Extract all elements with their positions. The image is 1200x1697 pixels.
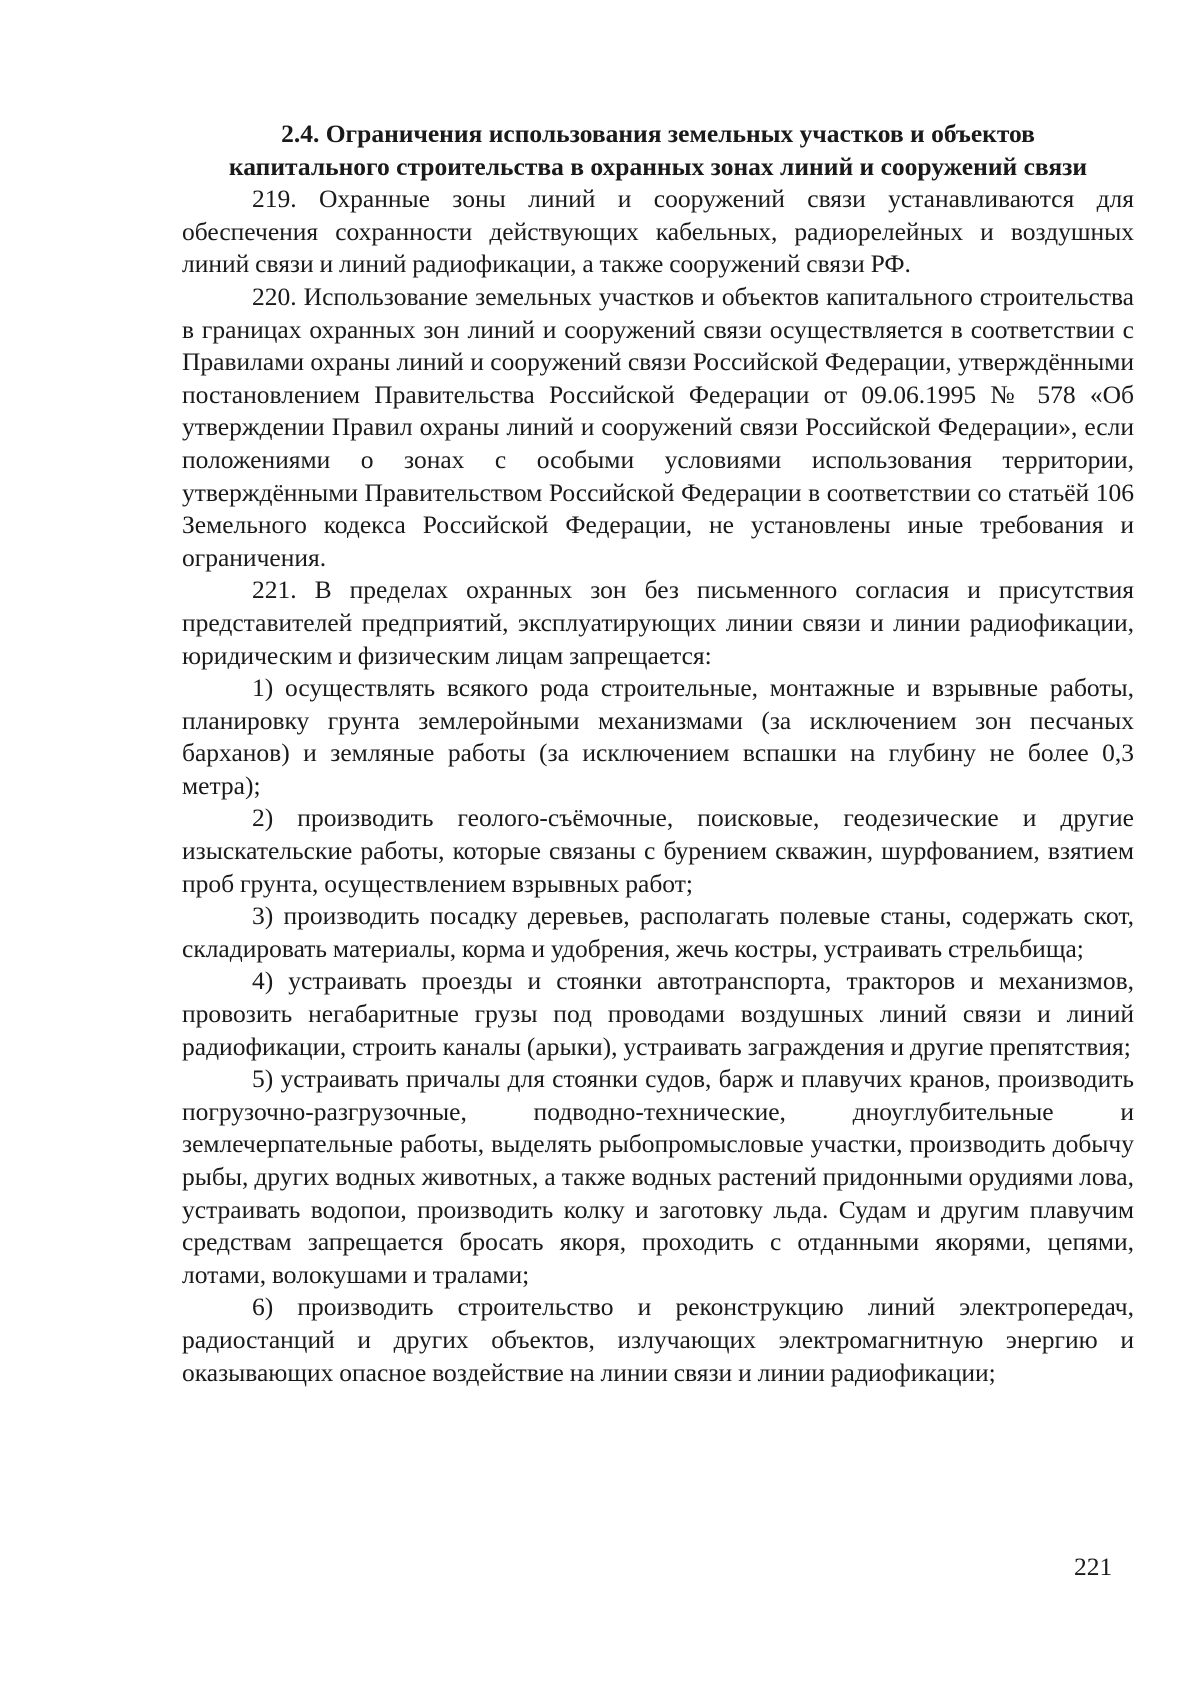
document-page — [182, 118, 1134, 1389]
list-item-5: 5) устраивать причалы для стоянки судов, барж и плавучих кранов, производить погрузочно-разгрузочные, подводно-технические, дноуглубительные и землечерпательные работы, выделять рыбопромысловые участки, производить добычу рыбы, других водных животных, а также водных растений придонными орудиями лова, устраивать водопои, производить колку и заготовку льда. Судам и другим плавучим средствам запрещается бросать якоря, проходить с отданными якорями, цепями, лотами, волокушами и тралами; — [182, 1064, 1134, 1289]
section-heading-line-2: капитального строительства в охранных зонах линий и сооружений связи — [228, 151, 1088, 181]
list-item-4: 4) устраивать проезды и стоянки автотранспорта, тракторов и механизмов, провозить негабаритные грузы под проводами воздушных линий связи и линий радиофикации, строить каналы (арыки), устраивать заграждения и другие препятствия; — [182, 966, 1134, 1061]
list-item-3: 3) производить посадку деревьев, располагать полевые станы, содержать скот, складировать материалы, корма и удобрения, жечь костры, устраивать стрельбища; — [182, 901, 1134, 963]
list-item-6: 6) производить строительство и реконструкцию линий электропередач, радиостанций и других объектов, излучающих электромагнитную энергию и оказывающих опасное воздействие на линии связи и линии радиофикации; — [182, 1292, 1134, 1387]
list-item-2: 2) производить геолого-съёмочные, поисковые, геодезические и другие изыскательские работы, которые связаны с бурением скважин, шурфованием, взятием проб грунта, осуществлением взрывных работ; — [182, 803, 1134, 898]
paragraph-220: 220. Использование земельных участков и объектов капитального строительства в границах охранных зон линий и сооружений связи осуществляется в соответствии с Правилами охраны линий и сооружений связи Российской Федерации, утверждёнными постановлением Правительства Российской Федерации от 09.06.1995 № 578 «Об утверждении Правил охраны линий и сооружений связи Российской Федерации», если положениями о зонах с особыми условиями использования территории, утверждёнными Правительством Российской Федерации в соответствии со статьёй 106 Земельного кодекса Российской Федерации, не установлены иные требования и ограничения. — [182, 281, 1134, 572]
section-heading-line-1: 2.4. Ограничения использования земельных участков и объектов — [281, 119, 1035, 148]
page-number: 221 — [1074, 1552, 1113, 1581]
paragraph-221: 221. В пределах охранных зон без письменного согласия и присутствия представителей предприятий, эксплуатирующих линии связи и линии радиофикации, юридическим и физическим лицам запрещается: — [182, 575, 1134, 670]
section-heading — [182, 118, 1134, 183]
paragraph-219: 219. Охранные зоны линий и сооружений связи устанавливаются для обеспечения сохранности действующих кабельных, радиорелейных и воздушных линий связи и линий радиофикации, а также сооружений связи РФ. — [182, 184, 1134, 279]
list-item-1: 1) осуществлять всякого рода строительные, монтажные и взрывные работы, планировку грунта землеройными механизмами (за исключением зон песчаных барханов) и земляные работы (за исключением вспашки на глубину не более 0,3 метра); — [182, 673, 1134, 800]
